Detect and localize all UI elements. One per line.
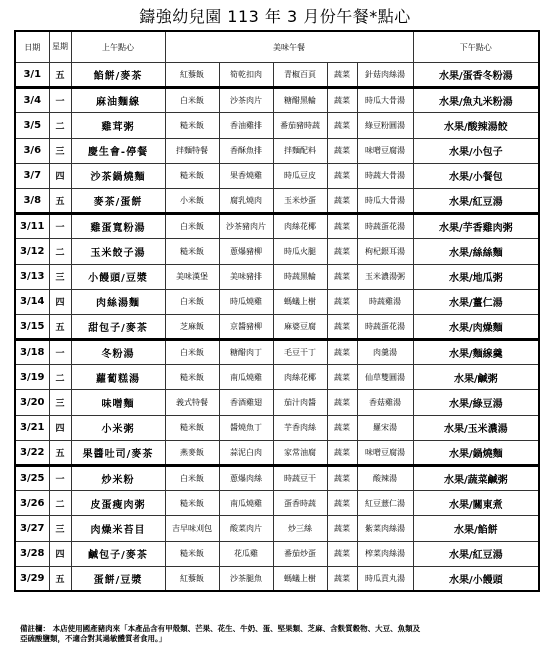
allergen-note (20, 624, 540, 644)
lunch-vegetable-cell: 蔬菜 (327, 516, 357, 541)
date-cell: 3/29 (15, 566, 49, 591)
pm-snack-cell: 水果/鹹粥 (413, 365, 539, 390)
date-cell: 3/11 (15, 214, 49, 239)
date-cell: 3/26 (15, 491, 49, 516)
date-cell: 3/21 (15, 415, 49, 440)
lunch-vegetable-cell: 蔬菜 (327, 491, 357, 516)
lunch-main-cell: 蔥爆肉絲 (219, 466, 273, 491)
am-snack-cell: 慶生會-停餐 (71, 138, 165, 163)
pm-snack-cell: 水果/肉燥麵 (413, 314, 539, 339)
menu-row (15, 113, 539, 138)
lunch-main-cell: 南瓜燒雞 (219, 365, 273, 390)
lunch-soup-cell: 時蔬蛋花湯 (357, 214, 413, 239)
lunch-staple-cell: 糙米飯 (165, 415, 219, 440)
lunch-main-cell: 腐乳燒肉 (219, 188, 273, 213)
pm-snack-cell: 水果/餡餅 (413, 516, 539, 541)
lunch-staple-cell: 糙米飯 (165, 541, 219, 566)
date-cell: 3/27 (15, 516, 49, 541)
am-snack-cell: 小饅頭/豆漿 (71, 264, 165, 289)
lunch-side-cell: 番茄炒蛋 (273, 541, 327, 566)
lunch-staple-cell: 白米飯 (165, 88, 219, 113)
lunch-main-cell: 蔥爆豬柳 (219, 239, 273, 264)
lunch-vegetable-cell: 蔬菜 (327, 214, 357, 239)
lunch-soup-cell: 味噌豆腐湯 (357, 440, 413, 465)
lunch-staple-cell: 芝麻飯 (165, 314, 219, 339)
lunch-vegetable-cell: 蔬菜 (327, 289, 357, 314)
lunch-side-cell: 時瓜火腿 (273, 239, 327, 264)
lunch-vegetable-cell: 蔬菜 (327, 440, 357, 465)
date-cell: 3/22 (15, 440, 49, 465)
am-snack-cell: 炒米粉 (71, 466, 165, 491)
lunch-staple-cell: 義式特餐 (165, 390, 219, 415)
header-pm-snack: 下午點心 (413, 31, 539, 63)
date-cell: 3/12 (15, 239, 49, 264)
weekday-cell: 三 (49, 516, 71, 541)
menu-table (14, 30, 540, 592)
lunch-soup-cell: 時蔬雞湯 (357, 289, 413, 314)
lunch-vegetable-cell: 蔬菜 (327, 340, 357, 365)
lunch-soup-cell: 枸杞銀耳湯 (357, 239, 413, 264)
lunch-soup-cell: 味噌豆腐湯 (357, 138, 413, 163)
am-snack-cell: 皮蛋瘦肉粥 (71, 491, 165, 516)
lunch-side-cell: 青椒百頁 (273, 63, 327, 88)
header-row (15, 31, 539, 63)
pm-snack-cell: 水果/地瓜粥 (413, 264, 539, 289)
pm-snack-cell: 水果/絲絲麵 (413, 239, 539, 264)
lunch-side-cell: 茄汁肉醬 (273, 390, 327, 415)
lunch-main-cell: 香酒雞翅 (219, 390, 273, 415)
lunch-soup-cell: 羅宋湯 (357, 415, 413, 440)
am-snack-cell: 麻油麵線 (71, 88, 165, 113)
lunch-staple-cell: 糙米飯 (165, 365, 219, 390)
date-cell: 3/25 (15, 466, 49, 491)
lunch-soup-cell: 時瓜大骨湯 (357, 88, 413, 113)
pm-snack-cell: 水果/酸辣湯餃 (413, 113, 539, 138)
lunch-soup-cell: 綠豆粉圓湯 (357, 113, 413, 138)
lunch-staple-cell: 拌麵特餐 (165, 138, 219, 163)
lunch-vegetable-cell: 蔬菜 (327, 390, 357, 415)
lunch-side-cell: 肉絲花椰 (273, 214, 327, 239)
lunch-soup-cell: 時蔬大骨湯 (357, 163, 413, 188)
lunch-staple-cell: 吉早味刈包 (165, 516, 219, 541)
pm-snack-cell: 水果/魚丸米粉湯 (413, 88, 539, 113)
weekday-cell: 四 (49, 289, 71, 314)
am-snack-cell: 玉米餃子湯 (71, 239, 165, 264)
menu-row (15, 314, 539, 339)
am-snack-cell: 甜包子/麥茶 (71, 314, 165, 339)
lunch-soup-cell: 仙草雙圓湯 (357, 365, 413, 390)
menu-row (15, 188, 539, 213)
weekday-cell: 四 (49, 541, 71, 566)
menu-row (15, 516, 539, 541)
am-snack-cell: 小米粥 (71, 415, 165, 440)
menu-row (15, 163, 539, 188)
weekday-cell: 五 (49, 63, 71, 88)
lunch-vegetable-cell: 蔬菜 (327, 566, 357, 591)
lunch-side-cell: 時蔬豆干 (273, 466, 327, 491)
lunch-staple-cell: 美味漢堡 (165, 264, 219, 289)
date-cell: 3/7 (15, 163, 49, 188)
pm-snack-cell: 水果/綠豆湯 (413, 390, 539, 415)
menu-body (15, 63, 539, 592)
menu-row (15, 466, 539, 491)
lunch-main-cell: 花瓜雞 (219, 541, 273, 566)
pm-snack-cell: 水果/蛋香冬粉湯 (413, 63, 539, 88)
lunch-side-cell: 肉絲花椰 (273, 365, 327, 390)
lunch-soup-cell: 香菇雞湯 (357, 390, 413, 415)
lunch-staple-cell: 糙米飯 (165, 491, 219, 516)
lunch-staple-cell: 白米飯 (165, 289, 219, 314)
weekday-cell: 五 (49, 440, 71, 465)
date-cell: 3/6 (15, 138, 49, 163)
weekday-cell: 一 (49, 340, 71, 365)
am-snack-cell: 鹹包子/麥茶 (71, 541, 165, 566)
date-cell: 3/4 (15, 88, 49, 113)
lunch-vegetable-cell: 蔬菜 (327, 138, 357, 163)
am-snack-cell: 味噌麵 (71, 390, 165, 415)
am-snack-cell: 蘿蔔糕湯 (71, 365, 165, 390)
lunch-side-cell: 番茄豬時蔬 (273, 113, 327, 138)
weekday-cell: 五 (49, 188, 71, 213)
pm-snack-cell: 水果/紅豆湯 (413, 188, 539, 213)
lunch-soup-cell: 針菇肉絲湯 (357, 63, 413, 88)
pm-snack-cell: 水果/紅豆湯 (413, 541, 539, 566)
menu-row (15, 541, 539, 566)
lunch-vegetable-cell: 蔬菜 (327, 163, 357, 188)
menu-row (15, 264, 539, 289)
am-snack-cell: 沙茶鍋燒麵 (71, 163, 165, 188)
lunch-main-cell: 沙茶腿魚 (219, 566, 273, 591)
weekday-cell: 三 (49, 264, 71, 289)
lunch-side-cell: 螞蟻上樹 (273, 566, 327, 591)
lunch-main-cell: 香油雞排 (219, 113, 273, 138)
lunch-main-cell: 時瓜燒雞 (219, 289, 273, 314)
lunch-side-cell: 家常油腐 (273, 440, 327, 465)
lunch-main-cell: 果香燒雞 (219, 163, 273, 188)
lunch-soup-cell: 紫菜肉絲湯 (357, 516, 413, 541)
lunch-main-cell: 酸菜肉片 (219, 516, 273, 541)
pm-snack-cell: 水果/薑仁湯 (413, 289, 539, 314)
am-snack-cell: 餡餅/麥茶 (71, 63, 165, 88)
weekday-cell: 二 (49, 113, 71, 138)
pm-snack-cell: 水果/芋香雞肉粥 (413, 214, 539, 239)
am-snack-cell: 果醬吐司/麥茶 (71, 440, 165, 465)
am-snack-cell: 肉絲湯麵 (71, 289, 165, 314)
menu-row (15, 365, 539, 390)
weekday-cell: 四 (49, 415, 71, 440)
menu-row (15, 289, 539, 314)
date-cell: 3/15 (15, 314, 49, 339)
lunch-soup-cell: 紅豆薏仁湯 (357, 491, 413, 516)
lunch-staple-cell: 白米飯 (165, 340, 219, 365)
lunch-side-cell: 炒三絲 (273, 516, 327, 541)
menu-row (15, 491, 539, 516)
header-lunch: 美味午餐 (165, 31, 413, 63)
lunch-staple-cell: 白米飯 (165, 214, 219, 239)
menu-row (15, 415, 539, 440)
weekday-cell: 二 (49, 365, 71, 390)
pm-snack-cell: 水果/蔬菜鹹粥 (413, 466, 539, 491)
lunch-main-cell: 香酥魚排 (219, 138, 273, 163)
am-snack-cell: 雞蛋寬粉湯 (71, 214, 165, 239)
menu-row (15, 88, 539, 113)
menu-row (15, 214, 539, 239)
lunch-main-cell: 美味豬排 (219, 264, 273, 289)
date-cell: 3/8 (15, 188, 49, 213)
lunch-staple-cell: 紅藜飯 (165, 63, 219, 88)
lunch-staple-cell: 糙米飯 (165, 163, 219, 188)
lunch-main-cell: 糖醋肉丁 (219, 340, 273, 365)
lunch-main-cell: 京醬豬柳 (219, 314, 273, 339)
am-snack-cell: 蛋餅/豆漿 (71, 566, 165, 591)
lunch-vegetable-cell: 蔬菜 (327, 264, 357, 289)
lunch-staple-cell: 白米飯 (165, 466, 219, 491)
lunch-staple-cell: 糙米飯 (165, 239, 219, 264)
weekday-cell: 五 (49, 314, 71, 339)
lunch-soup-cell: 酸辣湯 (357, 466, 413, 491)
weekday-cell: 五 (49, 566, 71, 591)
lunch-main-cell: 沙茶肉片 (219, 88, 273, 113)
am-snack-cell: 肉燥米苔目 (71, 516, 165, 541)
am-snack-cell: 雞茸粥 (71, 113, 165, 138)
am-snack-cell: 麥茶/蛋餅 (71, 188, 165, 213)
lunch-side-cell: 蛋香時蔬 (273, 491, 327, 516)
lunch-side-cell: 時蔬黑輪 (273, 264, 327, 289)
lunch-vegetable-cell: 蔬菜 (327, 63, 357, 88)
lunch-soup-cell: 時蔬蛋花湯 (357, 314, 413, 339)
date-cell: 3/18 (15, 340, 49, 365)
menu-row (15, 340, 539, 365)
menu-row (15, 63, 539, 88)
weekday-cell: 二 (49, 239, 71, 264)
lunch-vegetable-cell: 蔬菜 (327, 88, 357, 113)
weekday-cell: 三 (49, 390, 71, 415)
lunch-staple-cell: 糙米飯 (165, 113, 219, 138)
menu-row (15, 440, 539, 465)
lunch-main-cell: 南瓜燒雞 (219, 491, 273, 516)
lunch-side-cell: 毛豆干丁 (273, 340, 327, 365)
am-snack-cell: 冬粉湯 (71, 340, 165, 365)
lunch-side-cell: 麻婆豆腐 (273, 314, 327, 339)
lunch-soup-cell: 榨菜肉絲湯 (357, 541, 413, 566)
header-weekday: 星期 (49, 31, 71, 63)
lunch-side-cell: 芋香肉絲 (273, 415, 327, 440)
pm-snack-cell: 水果/小餐包 (413, 163, 539, 188)
lunch-vegetable-cell: 蔬菜 (327, 239, 357, 264)
date-cell: 3/14 (15, 289, 49, 314)
lunch-main-cell: 醬燒魚丁 (219, 415, 273, 440)
note-line-1: 備註欄： 本店使用國產豬肉來「本產品含有甲殼類、芒果、花生、牛奶、蛋、堅果類、芝麻、含麩質穀物、大豆、魚類及 (20, 624, 421, 633)
pm-snack-cell: 水果/玉米濃湯 (413, 415, 539, 440)
menu-row (15, 566, 539, 591)
lunch-soup-cell: 時瓜貢丸湯 (357, 566, 413, 591)
menu-row (15, 138, 539, 163)
menu-row (15, 239, 539, 264)
lunch-side-cell: 玉米炒蛋 (273, 188, 327, 213)
header-am-snack: 上午點心 (71, 31, 165, 63)
pm-snack-cell: 水果/關東煮 (413, 491, 539, 516)
lunch-staple-cell: 小米飯 (165, 188, 219, 213)
lunch-main-cell: 筍乾扣肉 (219, 63, 273, 88)
pm-snack-cell: 水果/小包子 (413, 138, 539, 163)
lunch-soup-cell: 時瓜大骨湯 (357, 188, 413, 213)
weekday-cell: 二 (49, 491, 71, 516)
lunch-vegetable-cell: 蔬菜 (327, 541, 357, 566)
weekday-cell: 四 (49, 163, 71, 188)
weekday-cell: 一 (49, 88, 71, 113)
date-cell: 3/1 (15, 63, 49, 88)
page-title: 鑄強幼兒園 113 年 3 月份午餐*點心 (139, 7, 411, 26)
header-date: 日期 (15, 31, 49, 63)
pm-snack-cell: 水果/鍋燒麵 (413, 440, 539, 465)
date-cell: 3/20 (15, 390, 49, 415)
pm-snack-cell: 水果/小饅頭 (413, 566, 539, 591)
lunch-staple-cell: 燕麥飯 (165, 440, 219, 465)
note-line-2: 亞硫酸鹽類，不適合對其過敏體質者食用。」 (20, 634, 167, 643)
lunch-vegetable-cell: 蔬菜 (327, 314, 357, 339)
lunch-vegetable-cell: 蔬菜 (327, 188, 357, 213)
lunch-main-cell: 蒜泥白肉 (219, 440, 273, 465)
lunch-soup-cell: 玉米濃湯粥 (357, 264, 413, 289)
lunch-vegetable-cell: 蔬菜 (327, 415, 357, 440)
weekday-cell: 三 (49, 138, 71, 163)
date-cell: 3/13 (15, 264, 49, 289)
lunch-side-cell: 螞蟻上樹 (273, 289, 327, 314)
lunch-vegetable-cell: 蔬菜 (327, 365, 357, 390)
date-cell: 3/28 (15, 541, 49, 566)
lunch-staple-cell: 紅藜飯 (165, 566, 219, 591)
weekday-cell: 一 (49, 466, 71, 491)
lunch-vegetable-cell: 蔬菜 (327, 113, 357, 138)
weekday-cell: 一 (49, 214, 71, 239)
lunch-main-cell: 沙茶豬肉片 (219, 214, 273, 239)
menu-row (15, 390, 539, 415)
date-cell: 3/19 (15, 365, 49, 390)
lunch-side-cell: 拌麵配料 (273, 138, 327, 163)
lunch-side-cell: 時瓜豆皮 (273, 163, 327, 188)
date-cell: 3/5 (15, 113, 49, 138)
lunch-side-cell: 糖醋黑輪 (273, 88, 327, 113)
lunch-vegetable-cell: 蔬菜 (327, 466, 357, 491)
pm-snack-cell: 水果/麵線羹 (413, 340, 539, 365)
lunch-soup-cell: 肉羹湯 (357, 340, 413, 365)
